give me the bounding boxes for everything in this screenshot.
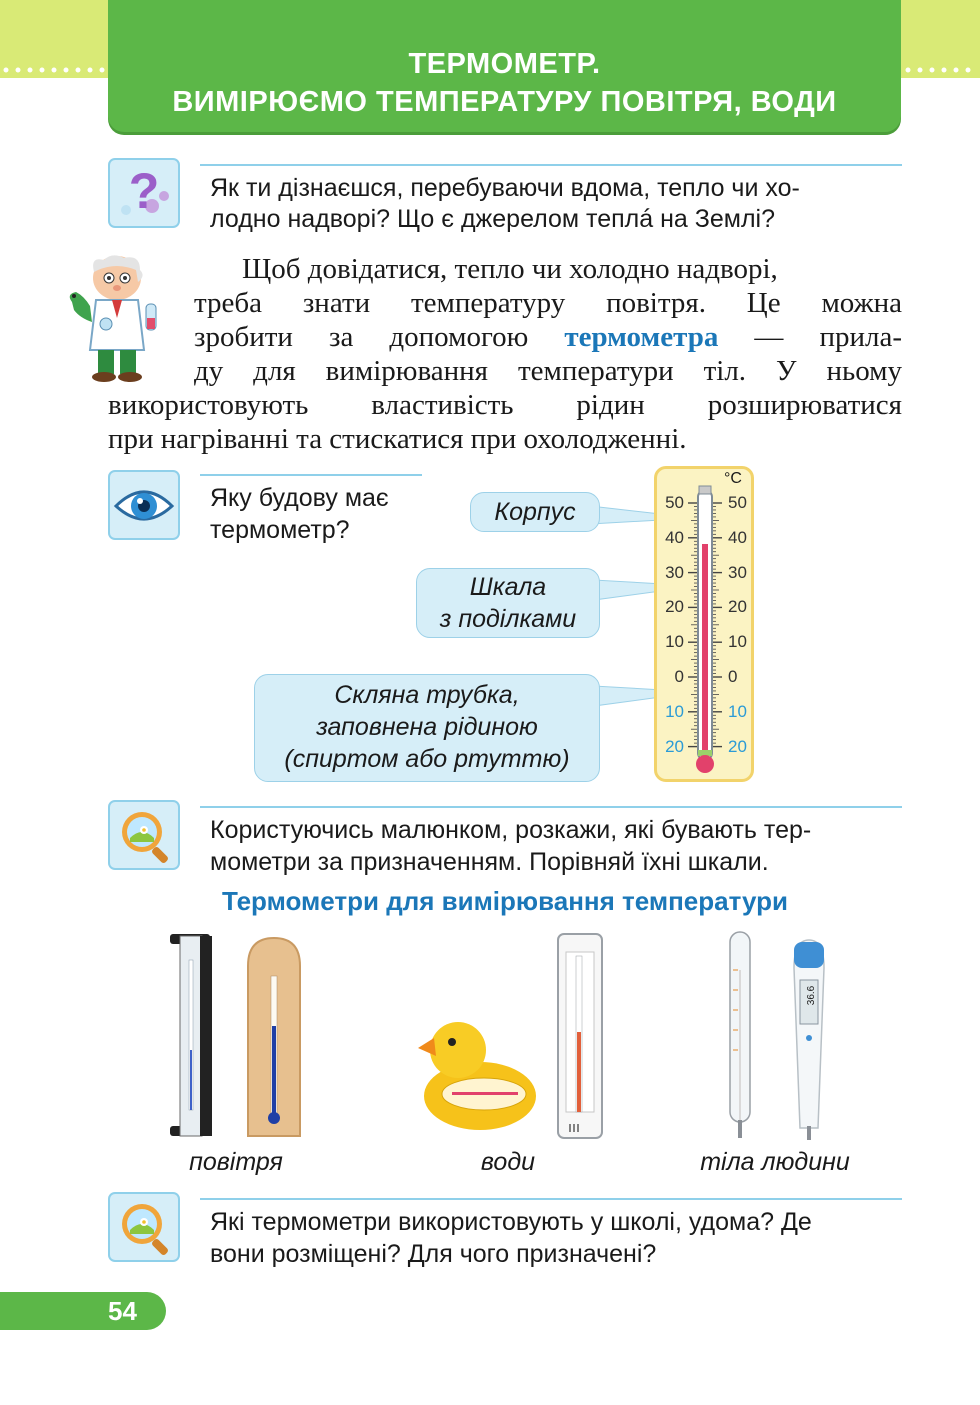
title-banner [108,0,901,132]
section-rule [200,806,902,808]
intro-line6: при нагріванні та стискатися при охолодженні. [108,423,687,455]
callout-tube-line1: Скляна трубка, [334,681,520,709]
caption-water: води [480,1148,536,1176]
eye-icon [108,470,180,540]
callout-body [470,492,600,532]
svg-text:?: ? [128,163,160,219]
scale-label: 30 [728,562,747,582]
section-rule [200,164,902,166]
intro-line3-end: — прила- [754,321,902,353]
question2-line1: Які термометри використовують у школі, удома? Де [210,1208,812,1236]
intro-line3 [194,320,902,354]
digital-medical-thermometer-image [790,938,828,1142]
caption-air: повітря [189,1148,283,1176]
callout-scale-line2: з поділками [439,605,577,633]
intro-line4: ду для вимірювання температури тіл. У ньому [194,355,902,387]
callout-scale-line1: Шкала [469,573,547,601]
water-thermometer-image [556,932,604,1140]
scale-label: 10 [728,632,747,652]
scale-unit: °C [724,470,742,487]
question1-line2: лодно надворі? Що є джерелом теплá на Землі? [210,205,776,233]
professor-illustration [62,252,172,384]
page-number-tab [0,1292,166,1330]
intro-line2: треба знати температуру повітря. Це можна [194,287,902,319]
magnifier-icon [108,1192,180,1262]
page-title-line1: ТЕРМОМЕТР. [408,48,601,80]
magnifier-icon [108,800,180,870]
window-thermometer-image [168,930,218,1142]
callout-tube-line3: (спиртом або ртуттю) [284,745,570,773]
wooden-thermometer-image [244,936,304,1140]
glass-medical-thermometer-image [726,930,754,1142]
thermometer-scale [654,466,754,782]
question1-line1: Як ти дізнаєшся, перебуваючи вдома, тепло чи хо- [210,174,800,202]
scale-label: 40 [665,527,684,547]
section-rule [200,1198,902,1200]
scale-label: 10 [728,701,747,721]
callout-body-label: Корпус [494,498,576,526]
duck-thermometer-image [414,1016,540,1134]
types-heading: Термометри для вимірювання температури [222,886,788,916]
intro-line3-start: зробити за допомогою [194,321,529,353]
dotted-line-right [900,66,980,74]
question2-line2: вони розміщені? Для чого призначені? [210,1240,657,1268]
page-number: 54 [108,1296,137,1326]
structure-question-line1: Яку будову має [210,484,389,512]
callout-tube-line2: заповнена рідиною [316,713,538,741]
scale-label: 20 [665,597,684,617]
scale-label: 0 [728,667,738,686]
scale-label: 50 [728,493,747,512]
callout-tube [254,674,600,782]
task-line1: Користуючись малюнком, розкажи, які бувають тер- [210,816,812,844]
question-icon [108,158,180,228]
scale-label: 10 [665,632,684,652]
scale-label: 0 [674,667,684,686]
dotted-line-left [0,66,108,74]
scale-label: 20 [665,736,684,756]
scale-label: 20 [728,736,747,756]
page-title-line2: ВИМІРЮЄМО ТЕМПЕРАТУРУ ПОВІТРЯ, ВОДИ [172,86,837,118]
term-thermometer: термометра [564,321,719,353]
digital-display-reading: 36.6 [806,985,818,1006]
caption-human-body: тіла людини [700,1148,850,1176]
scale-label: 20 [728,597,747,617]
scale-label: 10 [665,701,684,721]
section-rule [200,474,422,476]
scale-label: 50 [665,493,684,512]
scale-label: 30 [665,562,684,582]
intro-line5: використовують властивість рідин розширюватися [108,389,902,421]
callout-scale [416,568,600,638]
structure-question-line2: термометр? [210,516,350,544]
task-line2: мометри за призначенням. Порівняй їхні шкали. [210,848,769,876]
intro-line1: Щоб довідатися, тепло чи холодно надворі, [242,253,778,285]
scale-label: 40 [728,527,747,547]
